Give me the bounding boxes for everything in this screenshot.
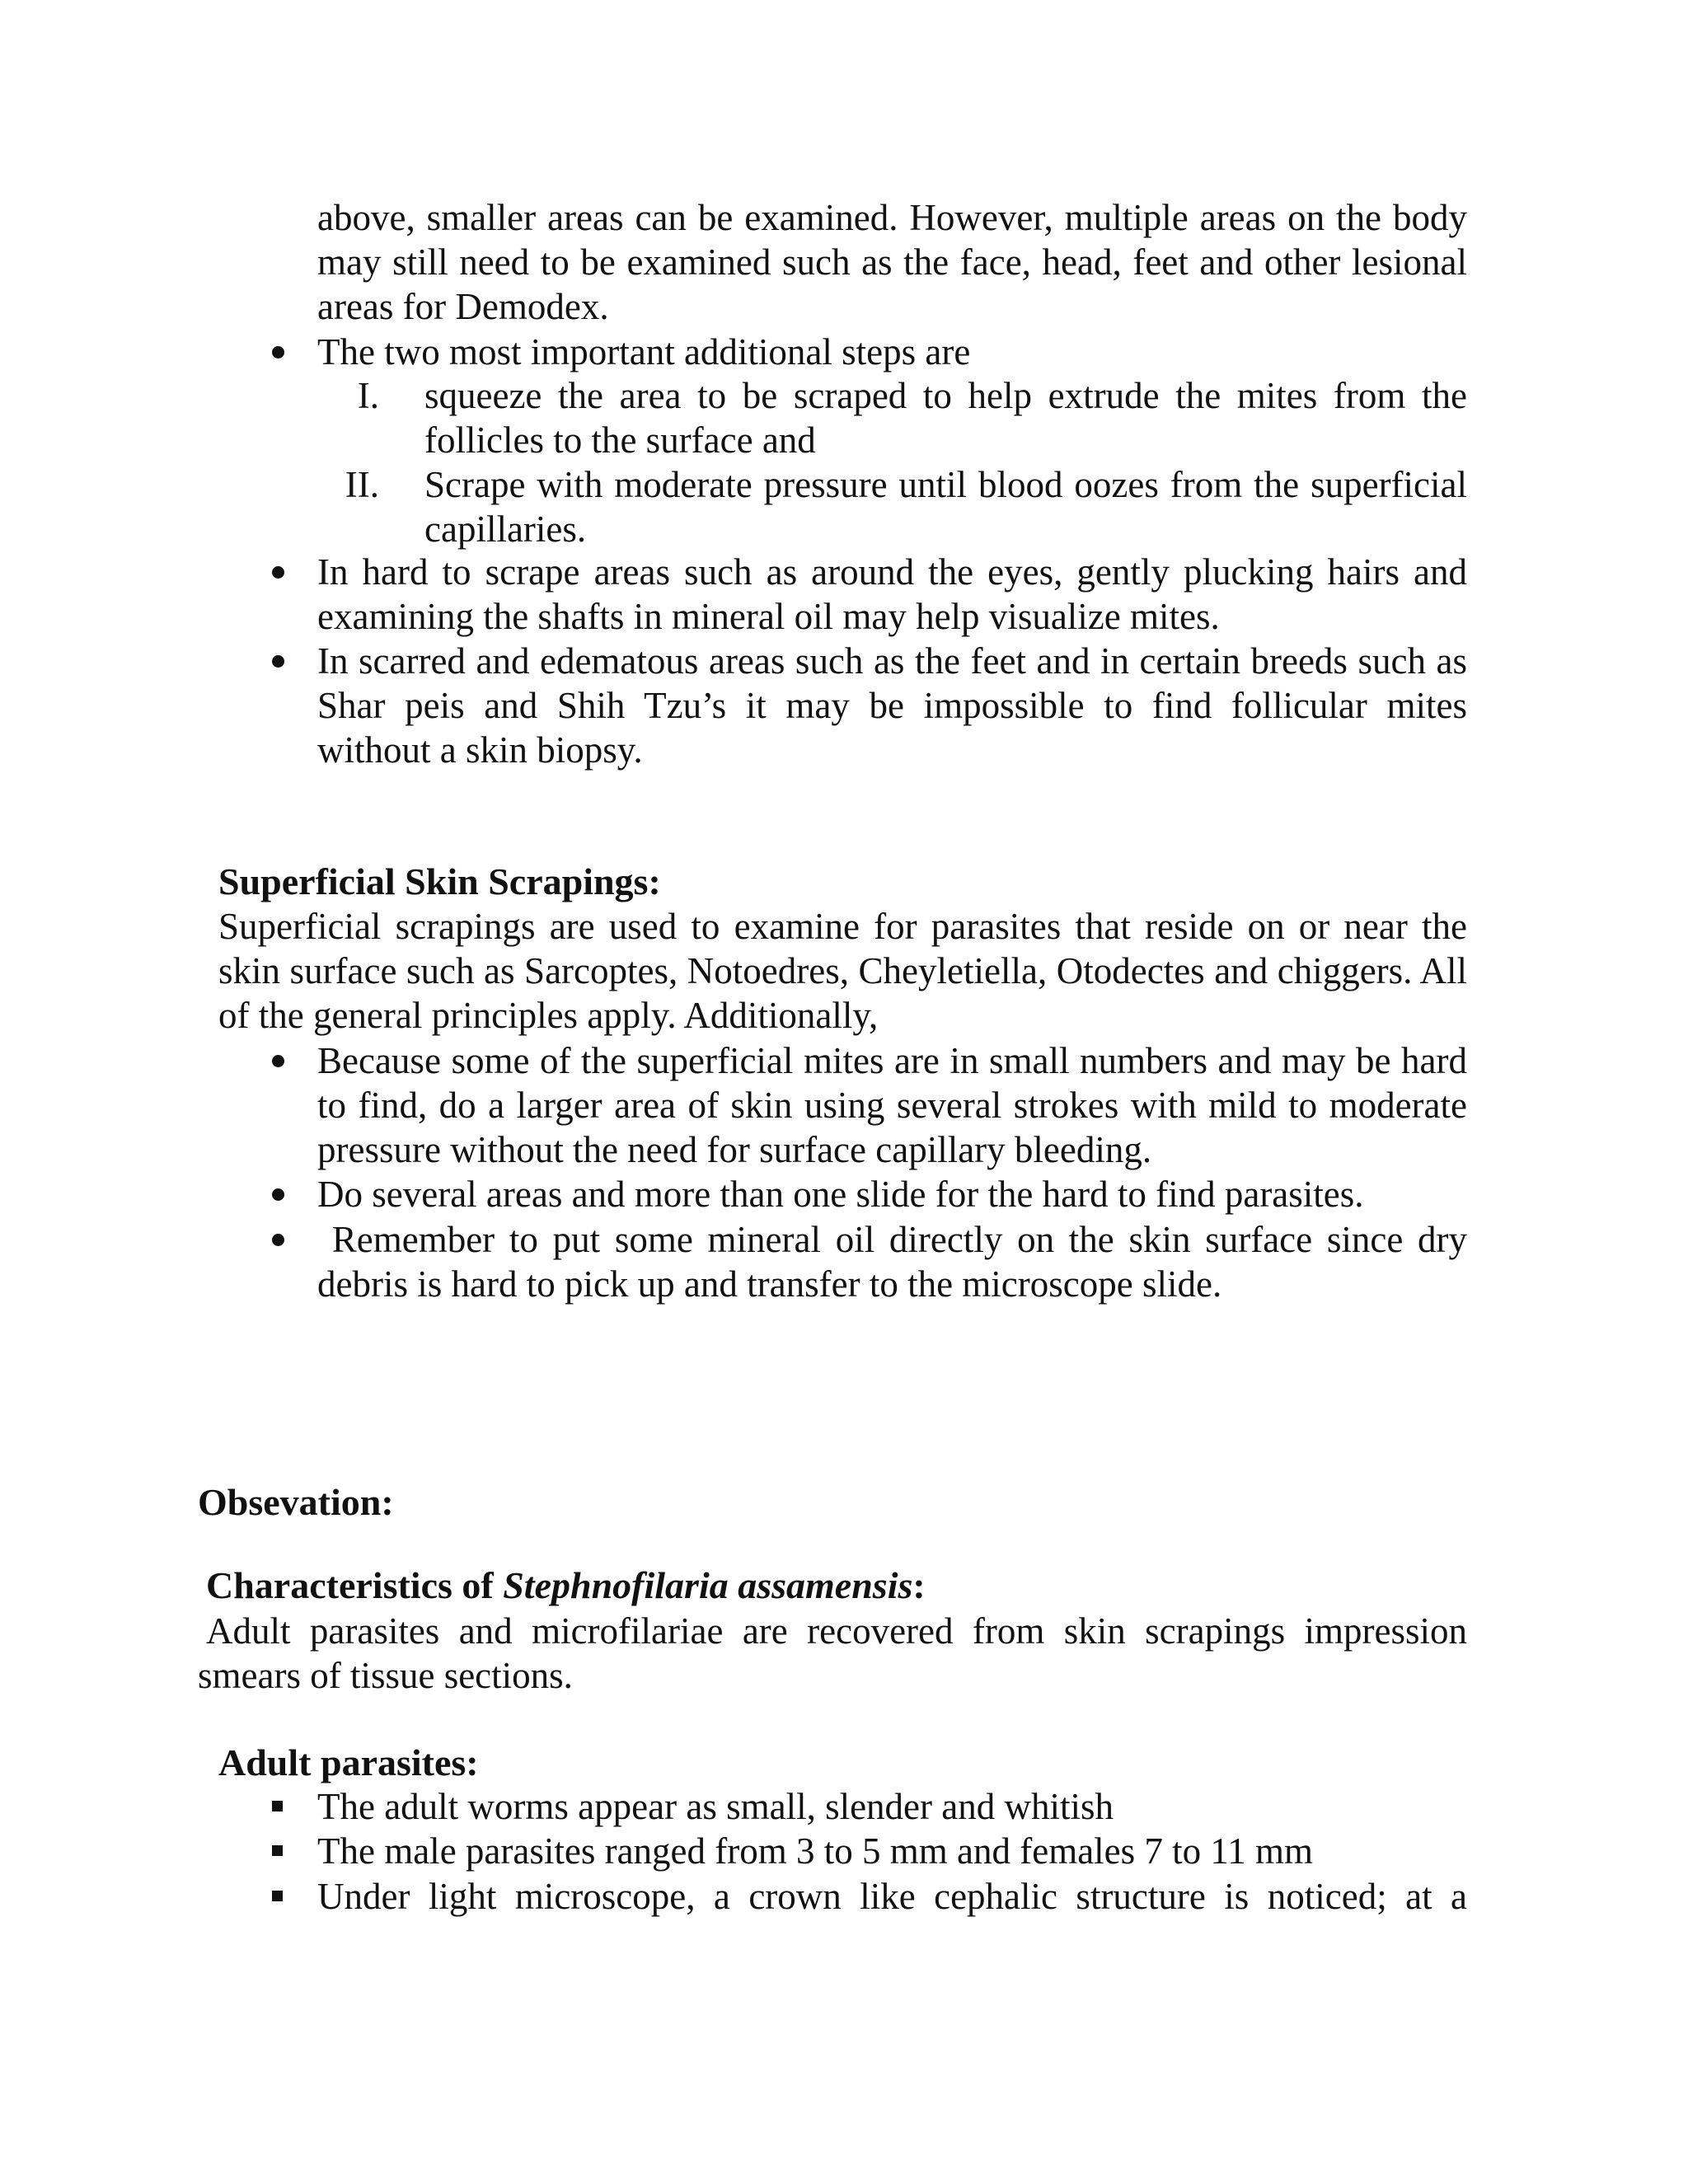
superficial-bullet-1: Because some of the superficial mites are in small numbers and may be hard to find, do a larger area of skin using several strokes with mild to moderate pressure without the need for surface capillary bleeding. — [317, 1040, 1467, 1170]
characteristics-heading — [206, 1563, 926, 1608]
superficial-bullet-2: Do several areas and more than one slide for the hard to find parasites. — [317, 1174, 1364, 1215]
characteristics-text: Adult parasites and microfilariae are recovered from skin scrapings impression smears of tissue sections. — [198, 1610, 1467, 1696]
square-bullet-icon — [272, 1845, 283, 1856]
characteristics-heading-prefix: Characteristics of — [206, 1564, 504, 1606]
bullet-icon — [272, 1055, 284, 1067]
bullet-icon — [272, 1188, 284, 1201]
superficial-heading: Superficial Skin Scrapings: — [218, 860, 661, 902]
bullet-icon — [272, 1234, 284, 1246]
demodex-continuation-text: above, smaller areas can be examined. However, multiple areas on the body may still need to be examined such as the face, head, feet and other lesional areas for Demodex. — [317, 197, 1467, 327]
step-numeral-2: II. — [345, 464, 379, 505]
species-name: Stephnofilaria assamensis — [503, 1564, 913, 1606]
demodex-bullet-2: In hard to scrape areas such as around the eyes, gently plucking hairs and examining the shafts in mineral oil may help visualize mites. — [317, 551, 1467, 637]
observation-heading: Obsevation: — [198, 1481, 394, 1523]
bullet-icon — [272, 655, 284, 668]
adult-parasites-heading: Adult parasites: — [218, 1741, 479, 1783]
adult-bullet-3: Under light microscope, a crown like cephalic structure is noticed; at a — [317, 1876, 1467, 1917]
bullet-icon — [272, 346, 284, 359]
bullet-icon — [272, 566, 284, 579]
adult-bullet-2: The male parasites ranged from 3 to 5 mm and females 7 to 11 mm — [317, 1830, 1313, 1872]
demodex-bullet-1: The two most important additional steps are — [317, 331, 971, 373]
square-bullet-icon — [272, 1801, 283, 1811]
step-numeral-1: I. — [357, 375, 379, 416]
adult-bullet-1: The adult worms appear as small, slender and whitish — [317, 1786, 1114, 1827]
superficial-intro: Superficial scrapings are used to examine for parasites that reside on or near the skin surface such as Sarcoptes, Notoedres, Cheyletiella, Otodectes and chiggers. All of the general principles apply. Additionally, — [218, 906, 1467, 1036]
characteristics-heading-suffix: : — [912, 1564, 926, 1606]
demodex-step-2: Scrape with moderate pressure until blood oozes from the superficial capillaries. — [424, 464, 1467, 550]
demodex-bullet-3: In scarred and edematous areas such as the feet and in certain breeds such as Shar peis and Shih Tzu’s it may be impossible to find follicular mites without a skin biopsy. — [317, 640, 1467, 771]
superficial-bullet-3: Remember to put some mineral oil directly on the skin surface since dry debris is hard to pick up and transfer to the microscope slide. — [317, 1219, 1477, 1305]
demodex-step-1: squeeze the area to be scraped to help extrude the mites from the follicles to the surface and — [424, 375, 1467, 461]
square-bullet-icon — [272, 1891, 283, 1901]
